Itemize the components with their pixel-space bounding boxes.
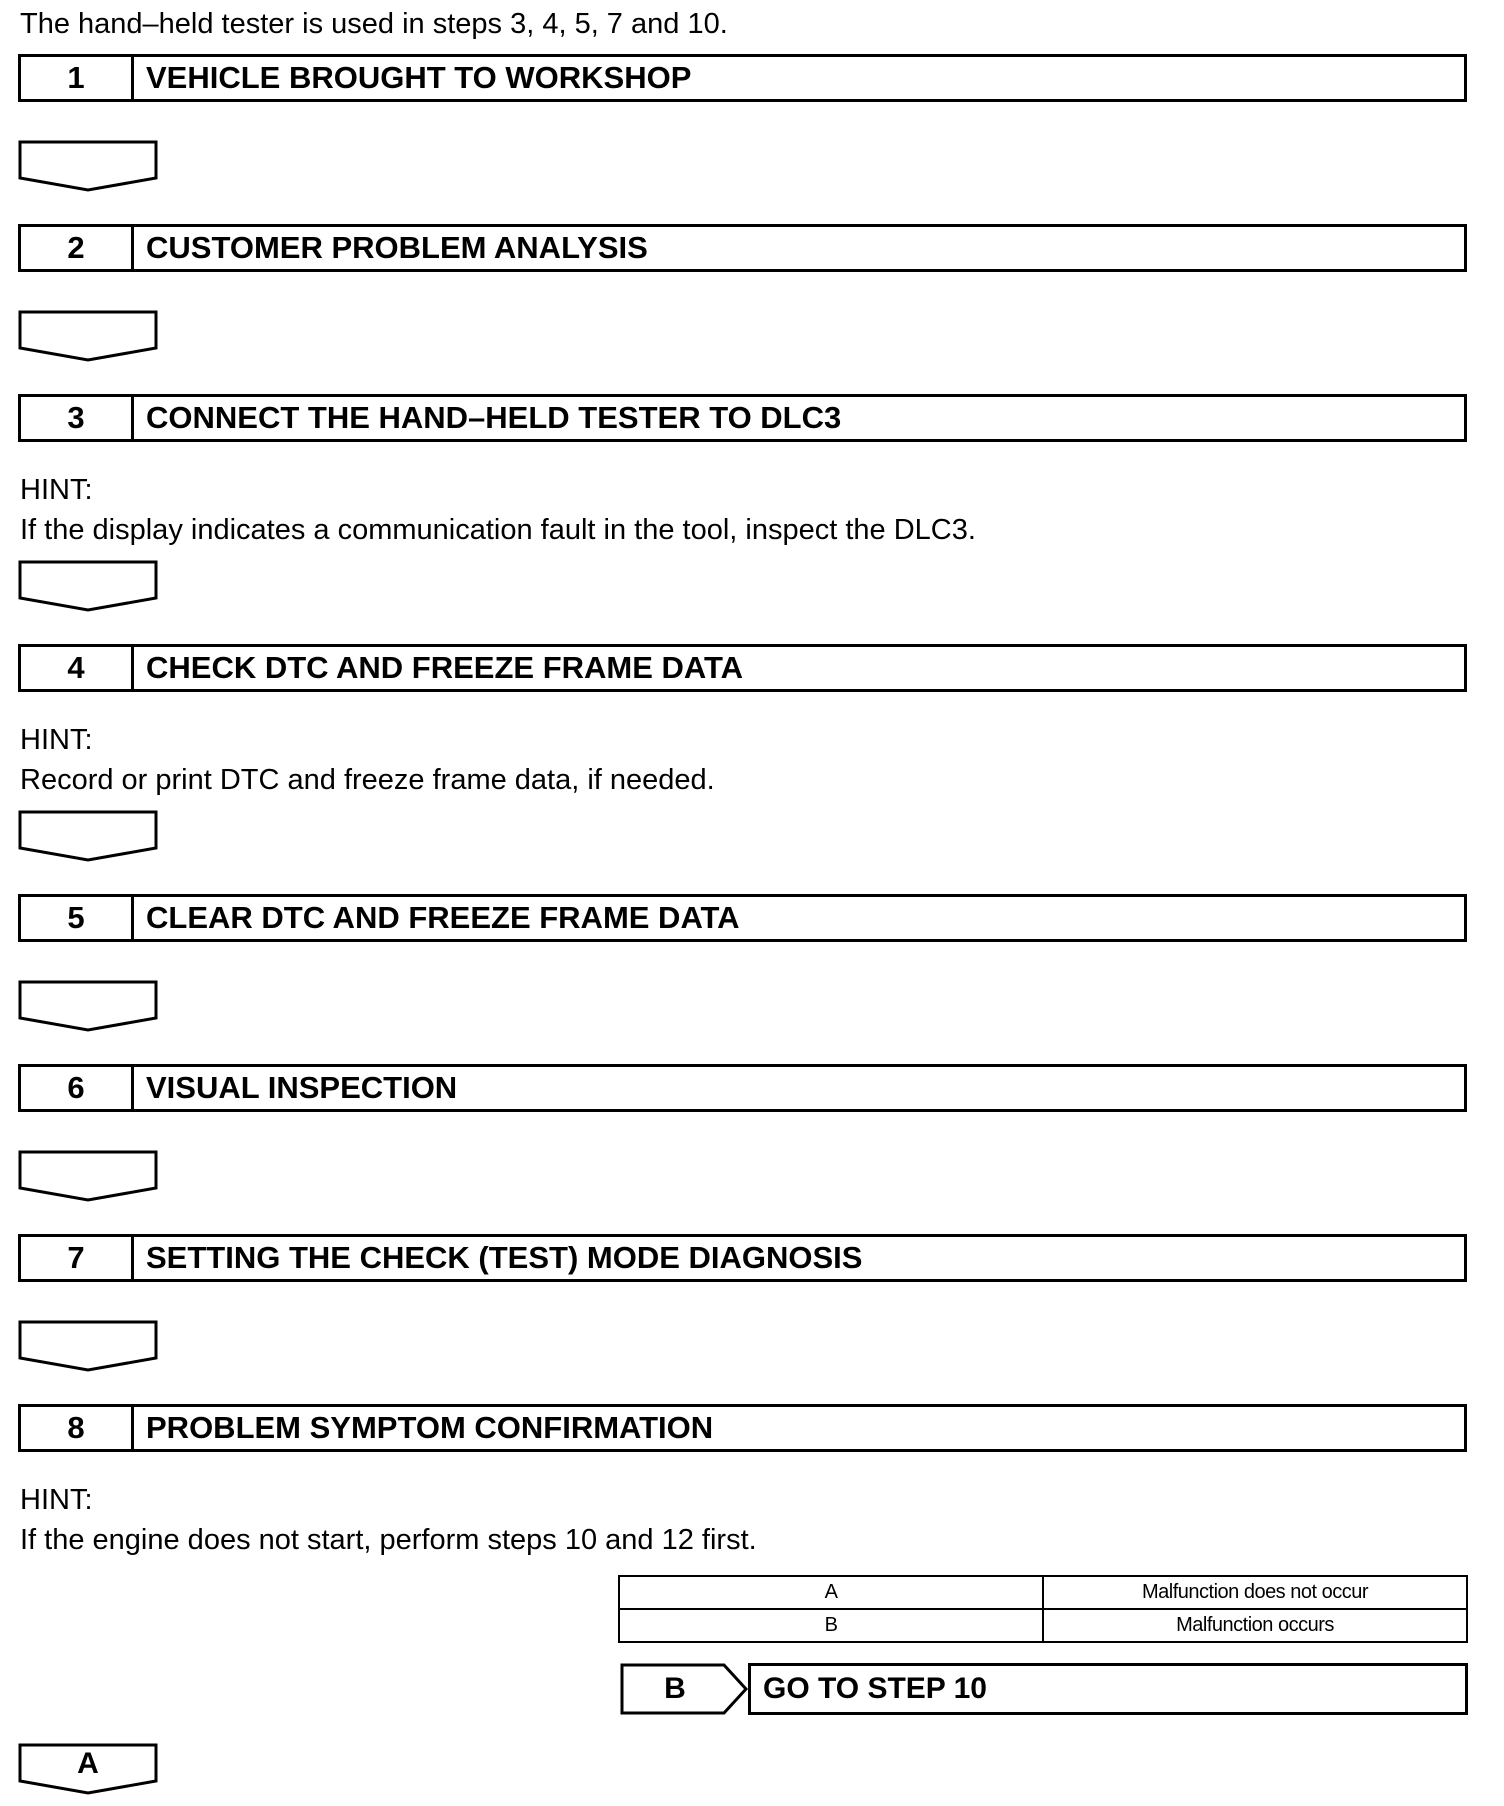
result-description: Malfunction does not occur bbox=[1043, 1576, 1467, 1609]
result-description: Malfunction occurs bbox=[1043, 1609, 1467, 1642]
flow-arrow-icon bbox=[18, 810, 158, 862]
intro-text: The hand–held tester is used in steps 3, 4, 5, 7 and 10. bbox=[20, 8, 728, 40]
step-7-header bbox=[18, 1234, 1467, 1282]
step-title: VEHICLE BROUGHT TO WORKSHOP bbox=[146, 60, 692, 95]
continue-arrow-icon bbox=[18, 1743, 158, 1795]
hint-text: If the display indicates a communication fault in the tool, inspect the DLC3. bbox=[20, 514, 976, 546]
step-number: 6 bbox=[21, 1067, 134, 1109]
step-title: CUSTOMER PROBLEM ANALYSIS bbox=[146, 230, 648, 265]
step-number: 7 bbox=[21, 1237, 134, 1279]
hint-label: HINT: bbox=[20, 724, 93, 756]
flow-arrow-icon bbox=[18, 140, 158, 192]
step-1-header bbox=[18, 54, 1467, 102]
step-title: CONNECT THE HAND–HELD TESTER TO DLC3 bbox=[146, 400, 842, 435]
step-title: SETTING THE CHECK (TEST) MODE DIAGNOSIS bbox=[146, 1240, 863, 1275]
table-row bbox=[619, 1609, 1467, 1642]
step-title: VISUAL INSPECTION bbox=[146, 1070, 458, 1105]
step-4-header bbox=[18, 644, 1467, 692]
step-3-header bbox=[18, 394, 1467, 442]
step-title: CHECK DTC AND FREEZE FRAME DATA bbox=[146, 650, 744, 685]
continue-label: A bbox=[77, 1747, 99, 1780]
step-5-header bbox=[18, 894, 1467, 942]
step-number: 4 bbox=[21, 647, 134, 689]
flow-arrow-icon bbox=[18, 980, 158, 1032]
hint-text: If the engine does not start, perform steps 10 and 12 first. bbox=[20, 1524, 757, 1556]
flow-arrow-icon bbox=[18, 560, 158, 612]
table-row bbox=[619, 1576, 1467, 1609]
step-2-header bbox=[18, 224, 1467, 272]
step-title: PROBLEM SYMPTOM CONFIRMATION bbox=[146, 1410, 714, 1445]
hint-text: Record or print DTC and freeze frame data, if needed. bbox=[20, 764, 715, 796]
flow-arrow-icon bbox=[18, 310, 158, 362]
hint-label: HINT: bbox=[20, 474, 93, 506]
step-title: CLEAR DTC AND FREEZE FRAME DATA bbox=[146, 900, 740, 935]
result-code: B bbox=[619, 1609, 1043, 1642]
branch-action: GO TO STEP 10 bbox=[748, 1663, 1468, 1715]
branch-letter: B bbox=[664, 1672, 686, 1705]
flow-arrow-icon bbox=[18, 1150, 158, 1202]
branch-goto bbox=[620, 1663, 1468, 1715]
step-number: 1 bbox=[21, 57, 134, 99]
step-number: 5 bbox=[21, 897, 134, 939]
step-6-header bbox=[18, 1064, 1467, 1112]
step-number: 8 bbox=[21, 1407, 134, 1449]
hint-label: HINT: bbox=[20, 1484, 93, 1516]
step-number: 2 bbox=[21, 227, 134, 269]
step-8-header bbox=[18, 1404, 1467, 1452]
flow-arrow-icon bbox=[18, 1320, 158, 1372]
result-table bbox=[618, 1575, 1468, 1643]
step-number: 3 bbox=[21, 397, 134, 439]
result-code: A bbox=[619, 1576, 1043, 1609]
